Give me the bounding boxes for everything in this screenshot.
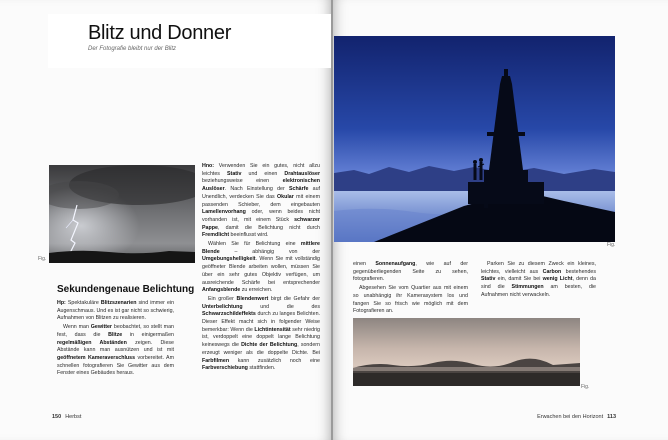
term: Farbfilmen (202, 357, 230, 364)
text-run: sehr niedrig ist, verdoppelt eine doppelt lange Belichtung keineswegs die (202, 326, 320, 349)
text-run: , sondern erzeugt weniger als die doppelte Dichte. Bei (202, 342, 320, 356)
paragraph (202, 241, 320, 295)
text-run: Abgesehen Sie vom Quartier aus mit einem so unabhängig (353, 285, 468, 299)
page-subtitle: Der Fotografie bleibt nur der Blitz (88, 46, 177, 52)
text-run: beziehungsweise einen (202, 178, 283, 185)
text-run: Ein großer (208, 295, 237, 302)
right-page (333, 0, 668, 440)
paragraph (202, 163, 320, 240)
term: Fremdlicht (202, 232, 230, 239)
term: wenig Licht (542, 276, 573, 283)
lead-in: Hp: (57, 300, 68, 306)
text-run: vorbereitet. Am schnellen fotografieren Sie Gewitter aus dem Fenster eines Gebäudes heraus. (57, 354, 174, 377)
term: Sonnenaufgang (375, 261, 416, 267)
term: Farbverschiebung (202, 365, 248, 372)
misty-landscape-dawn-photo (353, 318, 580, 386)
term: Drahtauslöser (284, 170, 321, 177)
lightning-storm-photo (49, 165, 195, 263)
section-heading: Sekundengenaue Belichtung (57, 284, 195, 295)
lead-in: Hno: (202, 163, 219, 169)
folio-left (52, 414, 81, 420)
page-number: 113 (607, 414, 616, 420)
text-column-b (202, 163, 320, 374)
text-run: kann zusätzlich noch eine (229, 357, 320, 364)
folio-right (537, 414, 616, 420)
text-run: und die des (242, 303, 320, 310)
term: geöffnetem Kameraverschluss (57, 354, 136, 361)
text-run: zu erreichen. (240, 287, 273, 294)
term: Anfangsblende (202, 287, 241, 294)
term: Carbon (542, 268, 562, 275)
text-run: beeinflusst wird. (229, 232, 269, 239)
term: Lamellenvorhang (202, 209, 246, 216)
text-run: stattfinden. (247, 365, 276, 372)
paragraph (57, 300, 174, 323)
text-run: , damit die Belichtung nicht durch (217, 224, 320, 231)
term: elektronischen Auslöser (202, 178, 320, 193)
term: schwarzer Pappe (202, 216, 320, 231)
text-run: Wenn man (63, 324, 91, 331)
term: mittlere Blende (202, 241, 320, 255)
term: Blitzszenarien (100, 300, 137, 306)
page-number: 150 (52, 414, 62, 420)
mountain-monument-silhouette-photo (334, 36, 615, 242)
paragraph (57, 324, 174, 378)
photo-caption: Fig. (581, 384, 590, 390)
text-run: beobachtet, so stellt man fest, dass die (57, 324, 174, 338)
text-run: Parken Sie zu diesem Zweck ein kleines, leichtes, vielleicht aus (481, 261, 596, 275)
term: Lichtintensität (254, 326, 291, 333)
text-run: sind immer ein Augenschmaus. Und es ist gar nicht so schwierig, Aufnahmen von Blitzen zu realisieren. (57, 300, 175, 322)
text-run: und einen (241, 170, 285, 177)
paragraph (481, 261, 596, 300)
text-run: – abhängig von der (219, 248, 320, 255)
term: Stativ (227, 170, 242, 177)
text-run: einen (353, 261, 376, 267)
paragraph (353, 261, 468, 284)
paragraph (202, 296, 320, 373)
text-run: birgt die Gefahr der (268, 295, 320, 302)
text-run: oder, wenn beides nicht vorhanden ist, mit einem Stück (202, 209, 320, 223)
text-run: , wie auf der gegenüberliegenden Seite zu sehen, fotografieren. (353, 261, 468, 283)
term: Stimmungen (511, 284, 544, 291)
running-footer: Erwachen bei den Horizont (537, 414, 604, 420)
term: Unterbelichtung (202, 303, 243, 310)
term: Schwarzschildeffekts (202, 311, 256, 318)
term: Umgebungshelligkeit (202, 256, 256, 263)
text-run: am besten, die Aufnahmen nicht verwackeln. (481, 284, 597, 298)
text-run: ihr Kamerasystem los und fangen Sie so frisch wie möglich mit dem Fotografieren an. (353, 292, 469, 315)
text-run: . Wenn Sie mit vollständig geöffneter Blende arbeiten wollen, müssen Sie über ein sehr gutes Objektiv verfügen, um ausreichende Schärfe bei entsprechender (202, 256, 320, 286)
text-run: ein, damit Sie bei (495, 276, 543, 283)
text-run: in einigermaßen (122, 331, 175, 338)
text-run: mit einem passenden Schieber, dem eingebauten (202, 193, 320, 208)
term: Schärfe (288, 186, 309, 193)
text-run: bestehendes (561, 268, 596, 275)
term: regelmäßigen Abständen (57, 339, 127, 346)
term: Okular (277, 193, 294, 200)
term: Dichte der Belichtung (241, 342, 298, 349)
photo-caption: Fig. (607, 242, 616, 248)
text-run: Spektakuläre (67, 300, 101, 306)
text-run: Wählen Sie für Belichtung eine (208, 241, 301, 248)
text-column-d (481, 261, 596, 301)
text-run: auf Unendlich, verdecken Sie das (202, 186, 320, 200)
text-run: . Nach Einstellung der (224, 186, 289, 193)
text-run: , denn da sind die (481, 276, 596, 291)
left-page (0, 0, 331, 440)
term: Stativ (481, 276, 496, 283)
term: Blitze (108, 331, 123, 338)
paragraph (353, 285, 468, 316)
text-column-a (57, 300, 174, 379)
term: Gewitter (90, 324, 112, 331)
photo-caption: Fig. (38, 256, 47, 262)
running-footer: Herbst (65, 414, 82, 420)
term: Blendenwert (236, 295, 269, 302)
text-run: durch zu langes Belichten. Dieser Effekt macht sich in folgender Weise bemerkbar: Wenn die (202, 311, 320, 333)
text-run: zeigen. Diese Abstände kann man ausnützen und ist mit (57, 339, 174, 354)
text-run: Verwenden Sie ein gutes, nicht allzu leichtes (202, 163, 320, 177)
page-title: Blitz und Donner (88, 22, 232, 44)
text-column-c (353, 261, 468, 317)
